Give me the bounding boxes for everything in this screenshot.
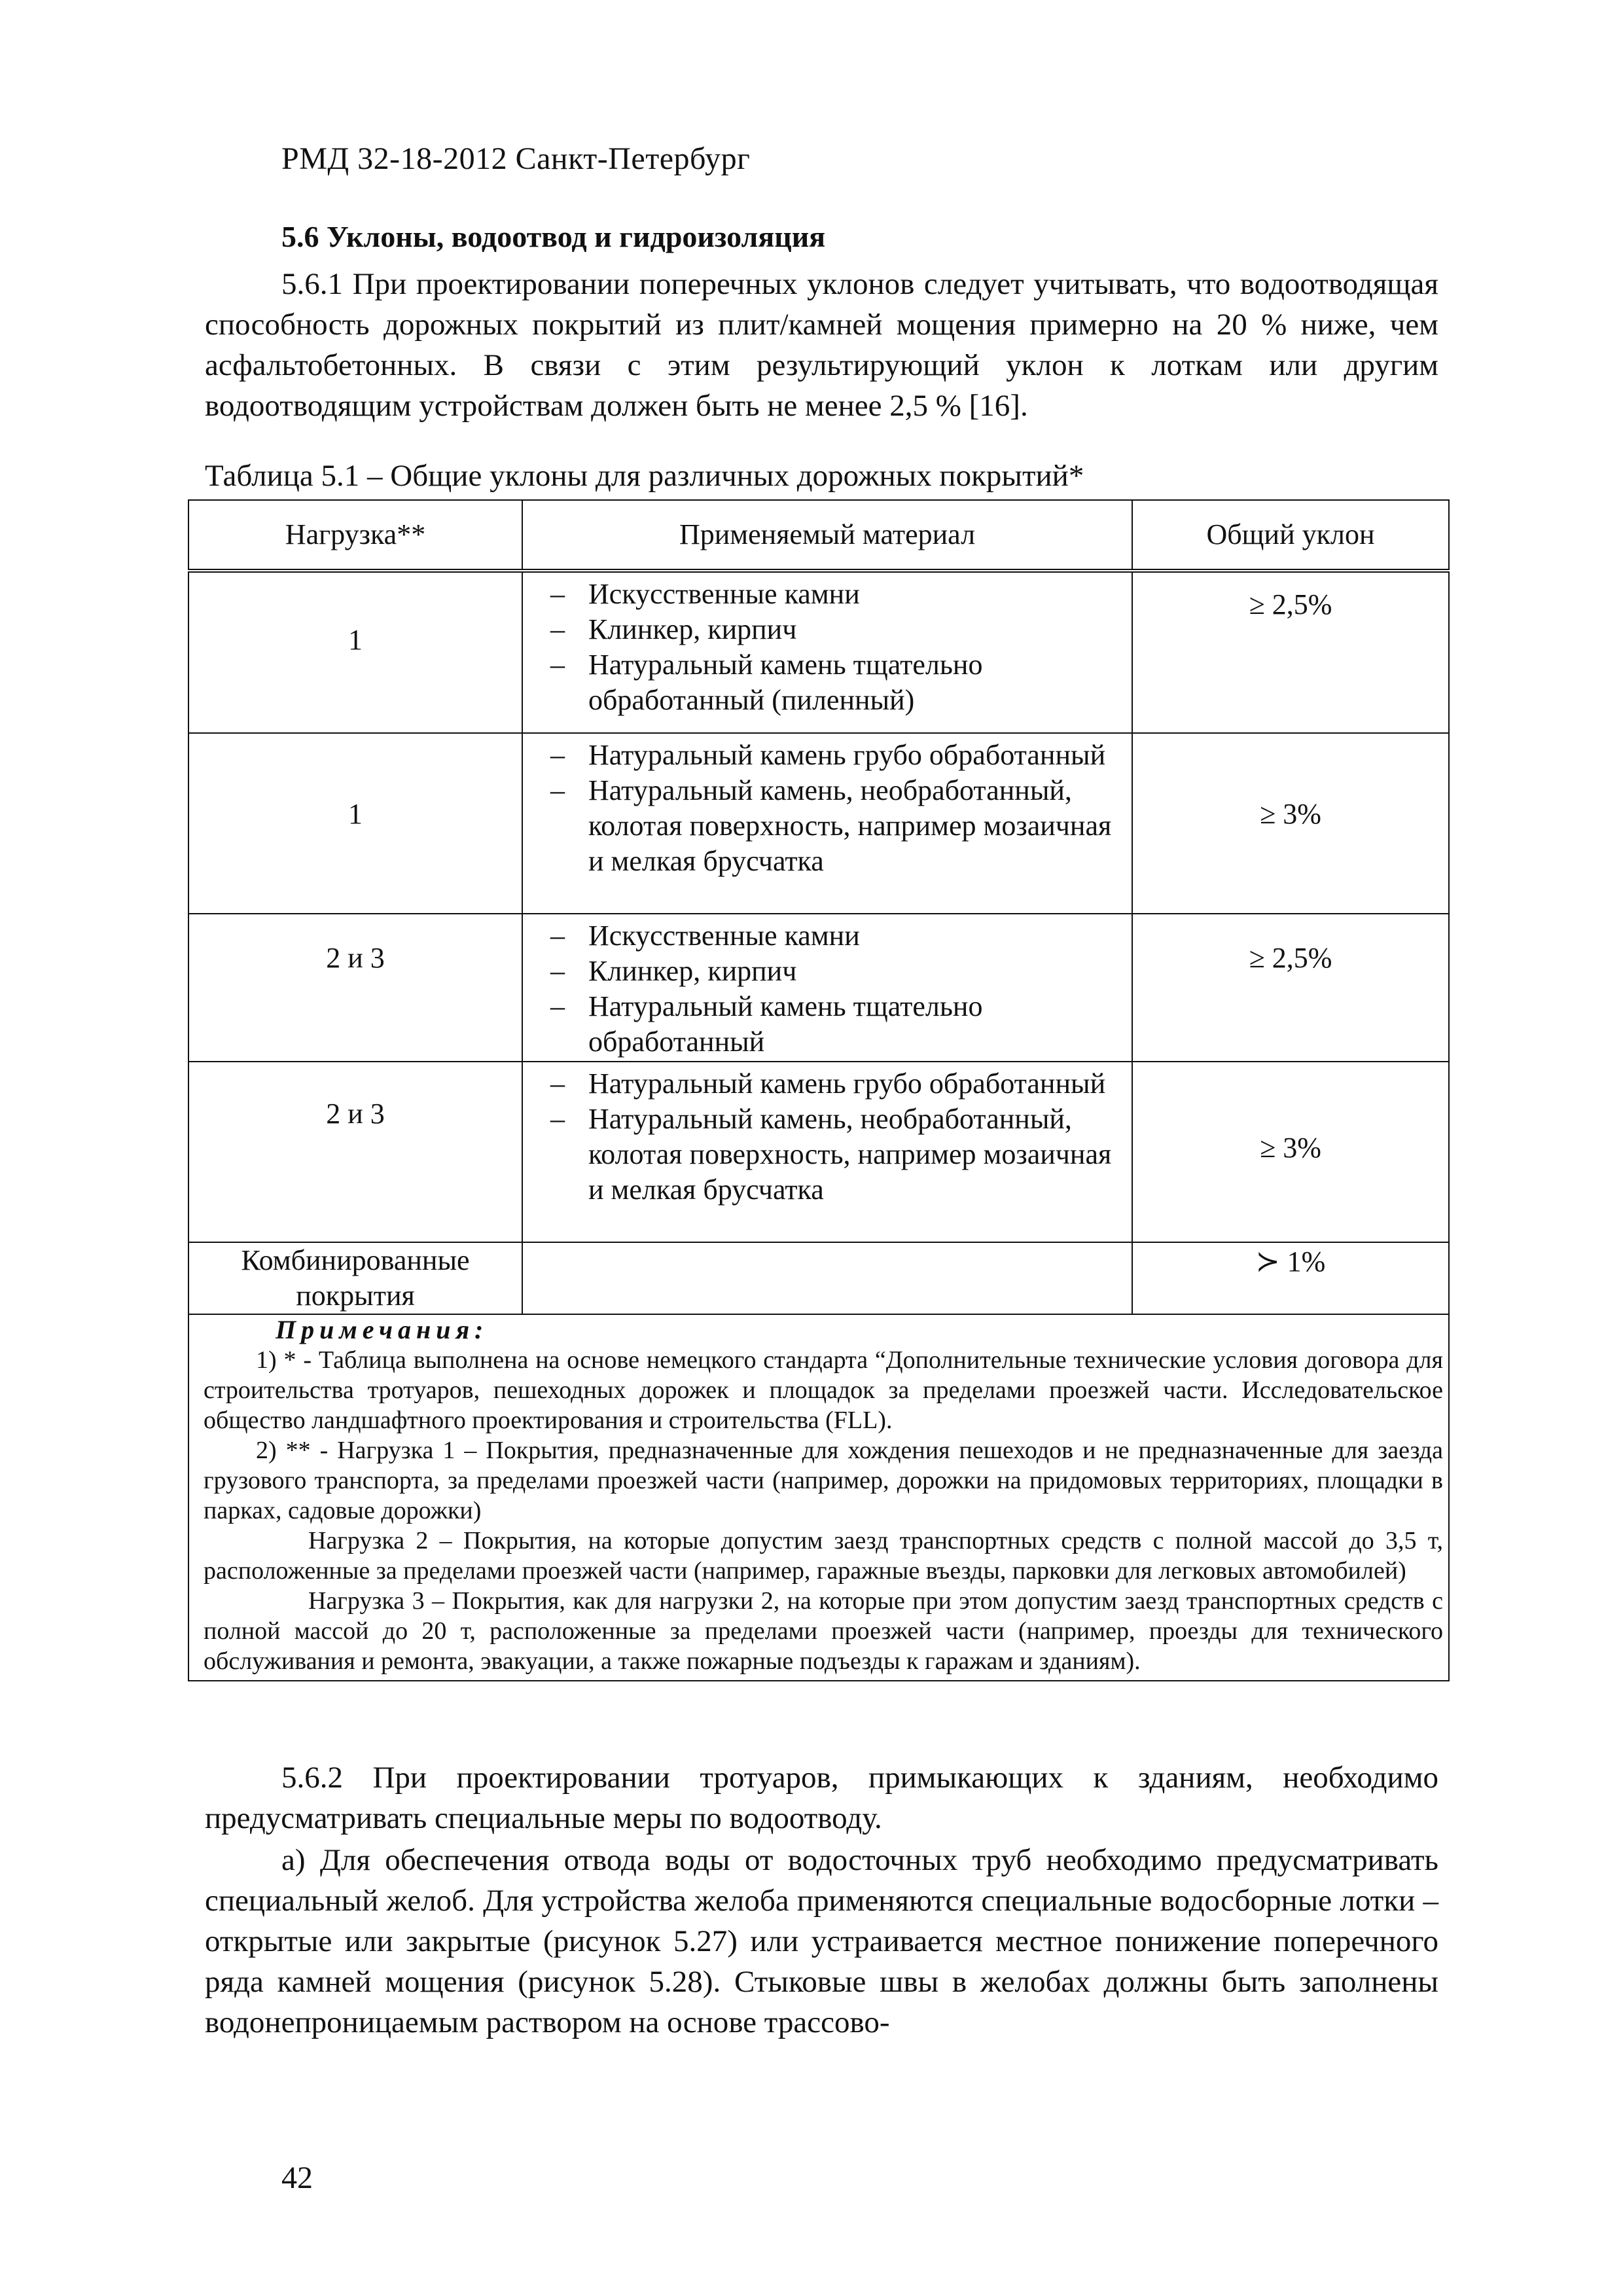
note-load-2: Нагрузка 2 – Покрытия, на которые допустим заезд транспортных средств с полной массой до 3,5 т, расположенные за пределами проезжей части (например, гаражные въезды, парковки для легковых автомобилей) [204,1527,1443,1585]
material-item: – Клинкер, кирпич [588,612,1118,647]
paragraph-a: а) Для обеспечения отвода воды от водосточных труб необходимо предусматривать специальный желоб. Для устройства желоба применяются специальные водосборные лотки – открытые или закрытые (рисунок 5.27) или устраивается местное понижение поперечного ряда камней мощения (рисунок 5.28). Стыковые швы в желобах должны быть заполнены водонепроницаемым раствором на основе трассово- [205,1843,1438,2039]
load-cell [188,914,522,1062]
material-item: – Натуральный камень, необработанный, колотая поверхность, например мозаичная и мелкая брусчатка [588,1102,1118,1208]
load-value: 2 и 3 [326,1098,385,1130]
slope-cell [1132,1062,1449,1242]
table-row [188,1242,1449,1314]
material-list [523,738,1132,879]
material-cell [522,914,1132,1062]
slope-cell [1132,733,1449,914]
header-slope: Общий уклон [1132,500,1449,571]
load-cell [188,571,522,733]
slope-value: ≥ 3% [1260,1132,1321,1164]
material-item: – Натуральный камень тщательно обработанный (пиленный) [588,647,1118,718]
document-header: РМД 32-18-2012 Санкт-Петербург [281,141,751,176]
page-number: 42 [281,2161,313,2195]
load-value: 1 [348,798,363,830]
material-cell [522,1062,1132,1242]
material-list [523,918,1132,1060]
material-item: – Клинкер, кирпич [588,954,1118,989]
section-title: 5.6 Уклоны, водоотвод и гидроизоляция [281,220,826,253]
material-item: – Натуральный камень, необработанный, колотая поверхность, например мозаичная и мелкая брусчатка [588,773,1118,879]
material-item: – Искусственные камни [588,577,1118,612]
notes-title: Примечания: [276,1315,489,1344]
slope-value: ≥ 2,5% [1249,942,1332,974]
note-load-3: Нагрузка 3 – Покрытия, как для нагрузки 2, на которые при этом допустим заезд транспортных средств с полной массой до 20 т, расположенные за пределами проезжей части (например, проезды для технического обслуживания и ремонта, эвакуации, а также пожарные подъезды к гаражам и зданиям). [204,1587,1443,1675]
material-list [523,577,1132,718]
table-row [188,733,1449,914]
load-value: 2 и 3 [326,942,385,974]
slope-value: ≥ 3% [1260,798,1321,830]
table-row [188,914,1449,1062]
table-row [188,1062,1449,1242]
note-1: 1) * - Таблица выполнена на основе немецкого стандарта “Дополнительные технические условия договора для строительства тротуаров, пешеходных дорожек и площадок за пределами проезжей части. Исследовательское общество ландшафтного проектирования и строительства (FLL). [204,1346,1443,1434]
material-item: – Натуральный камень грубо обработанный [588,1066,1118,1102]
table-row [188,571,1449,733]
slopes-table [188,499,1450,1681]
table-header-row [188,500,1449,571]
slope-cell [1132,571,1449,733]
header-material: Применяемый материал [522,500,1132,571]
notes-row [188,1314,1449,1681]
load-cell [188,1062,522,1242]
paragraph-5-6-2: 5.6.2 При проектировании тротуаров, примыкающих к зданиям, необходимо предусматривать специальные меры по водоотводу. [205,1761,1438,1835]
note-2: 2) ** - Нагрузка 1 – Покрытия, предназначенные для хождения пешеходов и не предназначенные для заезда грузового транспорта, за пределами проезжей части (например, дорожки на придомовых территориях, площадки в парках, садовые дорожки) [204,1437,1443,1524]
material-item: – Натуральный камень грубо обработанный [588,738,1118,773]
load-value: 1 [348,624,363,656]
slope-value: ≻ 1% [1255,1246,1326,1278]
material-item: – Искусственные камни [588,918,1118,954]
header-load: Нагрузка** [188,500,522,571]
table-caption: Таблица 5.1 – Общие уклоны для различных дорожных покрытий* [205,459,1084,493]
slope-cell [1132,914,1449,1062]
paragraph-5-6-1: 5.6.1 При проектировании поперечных уклонов следует учитывать, что водоотводящая способность дорожных покрытий из плит/камней мощения примерно на 20 % ниже, чем асфальтобетонных. В связи с этим результирующий уклон к лоткам или другим водоотводящим устройствам должен быть не менее 2,5 % [16]. [205,267,1438,423]
load-value: Комбинированные покрытия [241,1244,470,1312]
material-cell [522,571,1132,733]
material-list [523,1066,1132,1208]
material-item: – Натуральный камень тщательно обработанный [588,989,1118,1060]
load-cell [188,733,522,914]
material-cell [522,733,1132,914]
load-cell [188,1242,522,1314]
notes-cell [188,1314,1449,1681]
slope-value: ≥ 2,5% [1249,588,1332,620]
material-cell [522,1242,1132,1314]
slope-cell [1132,1242,1449,1314]
